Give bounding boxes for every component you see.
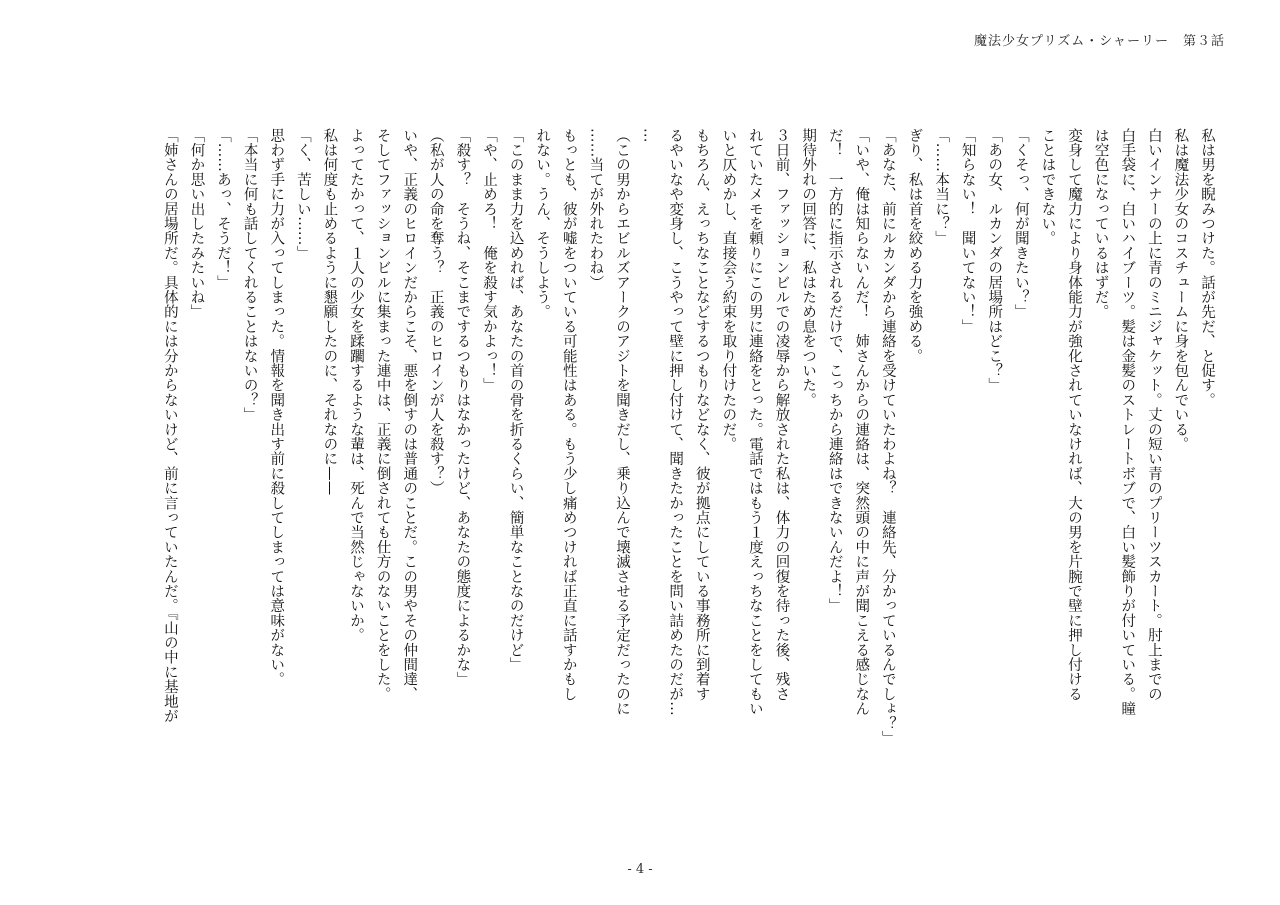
text-line: 白手袋に、白いハイブーツ。髪は金髪のストレートボブで、白い髪飾りが付いている。瞳 xyxy=(1119,128,1136,716)
text-line: 「知らない！ 聞いてない！」 xyxy=(959,128,976,334)
text-line: ぎり、私は首を絞める力を強める。 xyxy=(906,128,923,364)
text-line: 「いや、俺は知らないんだ！ 姉さんからの連絡は、突然頭の中に声が聞こえる感じなん xyxy=(853,128,870,716)
text-line: 「本当に何も話してくれることはないの？」 xyxy=(241,128,258,422)
text-line: 私は何度も止めるように懇願したのに、それなのに—— xyxy=(321,128,338,496)
text-line: は空色になっているはずだ。 xyxy=(1092,128,1109,320)
text-line: もっとも、彼が嘘をついている可能性はある。もう少し痛めつければ正直に話すかもし xyxy=(560,128,577,702)
text-line: 「殺す？ そうね、そこまでするつもりはなかったけど、あなたの態度によるかな」 xyxy=(454,128,471,687)
text-line: 思わず手に力が入ってしまった。情報を聞き出す前に殺してしまっては意味がない。 xyxy=(268,128,285,687)
text-line: れない。うん、そうしよう。 xyxy=(534,128,551,320)
text-line: 「……本当に？」 xyxy=(933,128,950,246)
text-line: よってたかって、１人の少女を蹂躙するような輩は、死んで当然じゃないか。 xyxy=(348,128,364,643)
text-line: ……当てが外れたわね） xyxy=(587,128,604,290)
text-line: 「や、止めろ！ 俺を殺す気かよっ！」 xyxy=(480,128,497,393)
text-line: れていたメモを頼りにこの男に連絡をとった。電話ではもう１度えっちなことをしてもい xyxy=(746,128,763,716)
text-line: 「あなた、前にルカンダから連絡を受けていたわよね？ 連絡先、分かっているんでしょ？」 xyxy=(879,128,896,746)
text-line: ３日前、ファッションビルでの凌辱から解放された私は、体力の回復を待った後、残さ xyxy=(773,128,790,702)
text-line: 「何か思い出したみたいね」 xyxy=(188,128,205,320)
text-line: 私は魔法少女のコスチュームに身を包んでいる。 xyxy=(1172,128,1189,452)
text-line: 「このまま力を込めれば、あなたの首の骨を折るくらい、簡単なことなのだけど」 xyxy=(507,128,524,672)
text-line: 白いインナーの上に青のミニジャケット。丈の短い青のプリーツスカート。肘上までの xyxy=(1145,128,1162,702)
text-line: 「あの女、ルカンダの居場所はどこ？」 xyxy=(986,128,1003,393)
text-line: （私が人の命を奪う？ 正義のヒロインが人を殺す？） xyxy=(427,128,444,496)
text-line: だ！ 一方的に指示されるだけで、こっちから連絡はできないんだよ！」 xyxy=(826,128,843,614)
text-line: いと仄めかし、直接会う約束を取り付けたのだ。 xyxy=(720,128,737,452)
text-line: 期待外れの回答に、私はため息をついた。 xyxy=(800,128,817,408)
text-line: もちろん、えっちなことなどするつもりなどなく、彼が拠点にしている事務所に到着す xyxy=(693,128,710,702)
text-line: 私は男を睨みつけた。話が先だ、と促す。 xyxy=(1199,128,1215,408)
text-line: 変身して魔力により身体能力が強化されていなければ、大の男を片腕で壁に押し付ける xyxy=(1066,128,1083,702)
text-line: 「姉さんの居場所だ。具体的には分からないけど、前に言っていたんだ。『山の中に基地が xyxy=(161,128,178,724)
page-header-title: 魔法少女プリズム・シャーリー 第３話 xyxy=(974,34,1225,49)
text-line: 「くそっ、何が聞きたい？」 xyxy=(1012,128,1029,320)
vertical-body-text xyxy=(70,128,1220,828)
text-line: … xyxy=(640,128,657,143)
text-line: そしてファッションビルに集まった連中は、正義に倒されても仕方のないことをした。 xyxy=(374,128,391,702)
text-line: 「……あっ、そうだ！」 xyxy=(215,128,232,290)
page-number: - 4 - xyxy=(627,862,653,877)
text-line: ことはできない。 xyxy=(1039,128,1056,246)
text-line: るやいなや変身し、こうやって壁に押し付けて、聞きたかったことを問い詰めたのだが… xyxy=(667,128,684,716)
text-line: いや、正義のヒロインだからこそ、悪を倒すのは普通のことだ。この男やその仲間達、 xyxy=(401,128,418,702)
text-line: 「く、苦しい……」 xyxy=(294,128,311,261)
text-line: （この男からエビルズアークのアジトを聞きだし、乗り込んで壊滅させる予定だったのに xyxy=(613,128,630,716)
